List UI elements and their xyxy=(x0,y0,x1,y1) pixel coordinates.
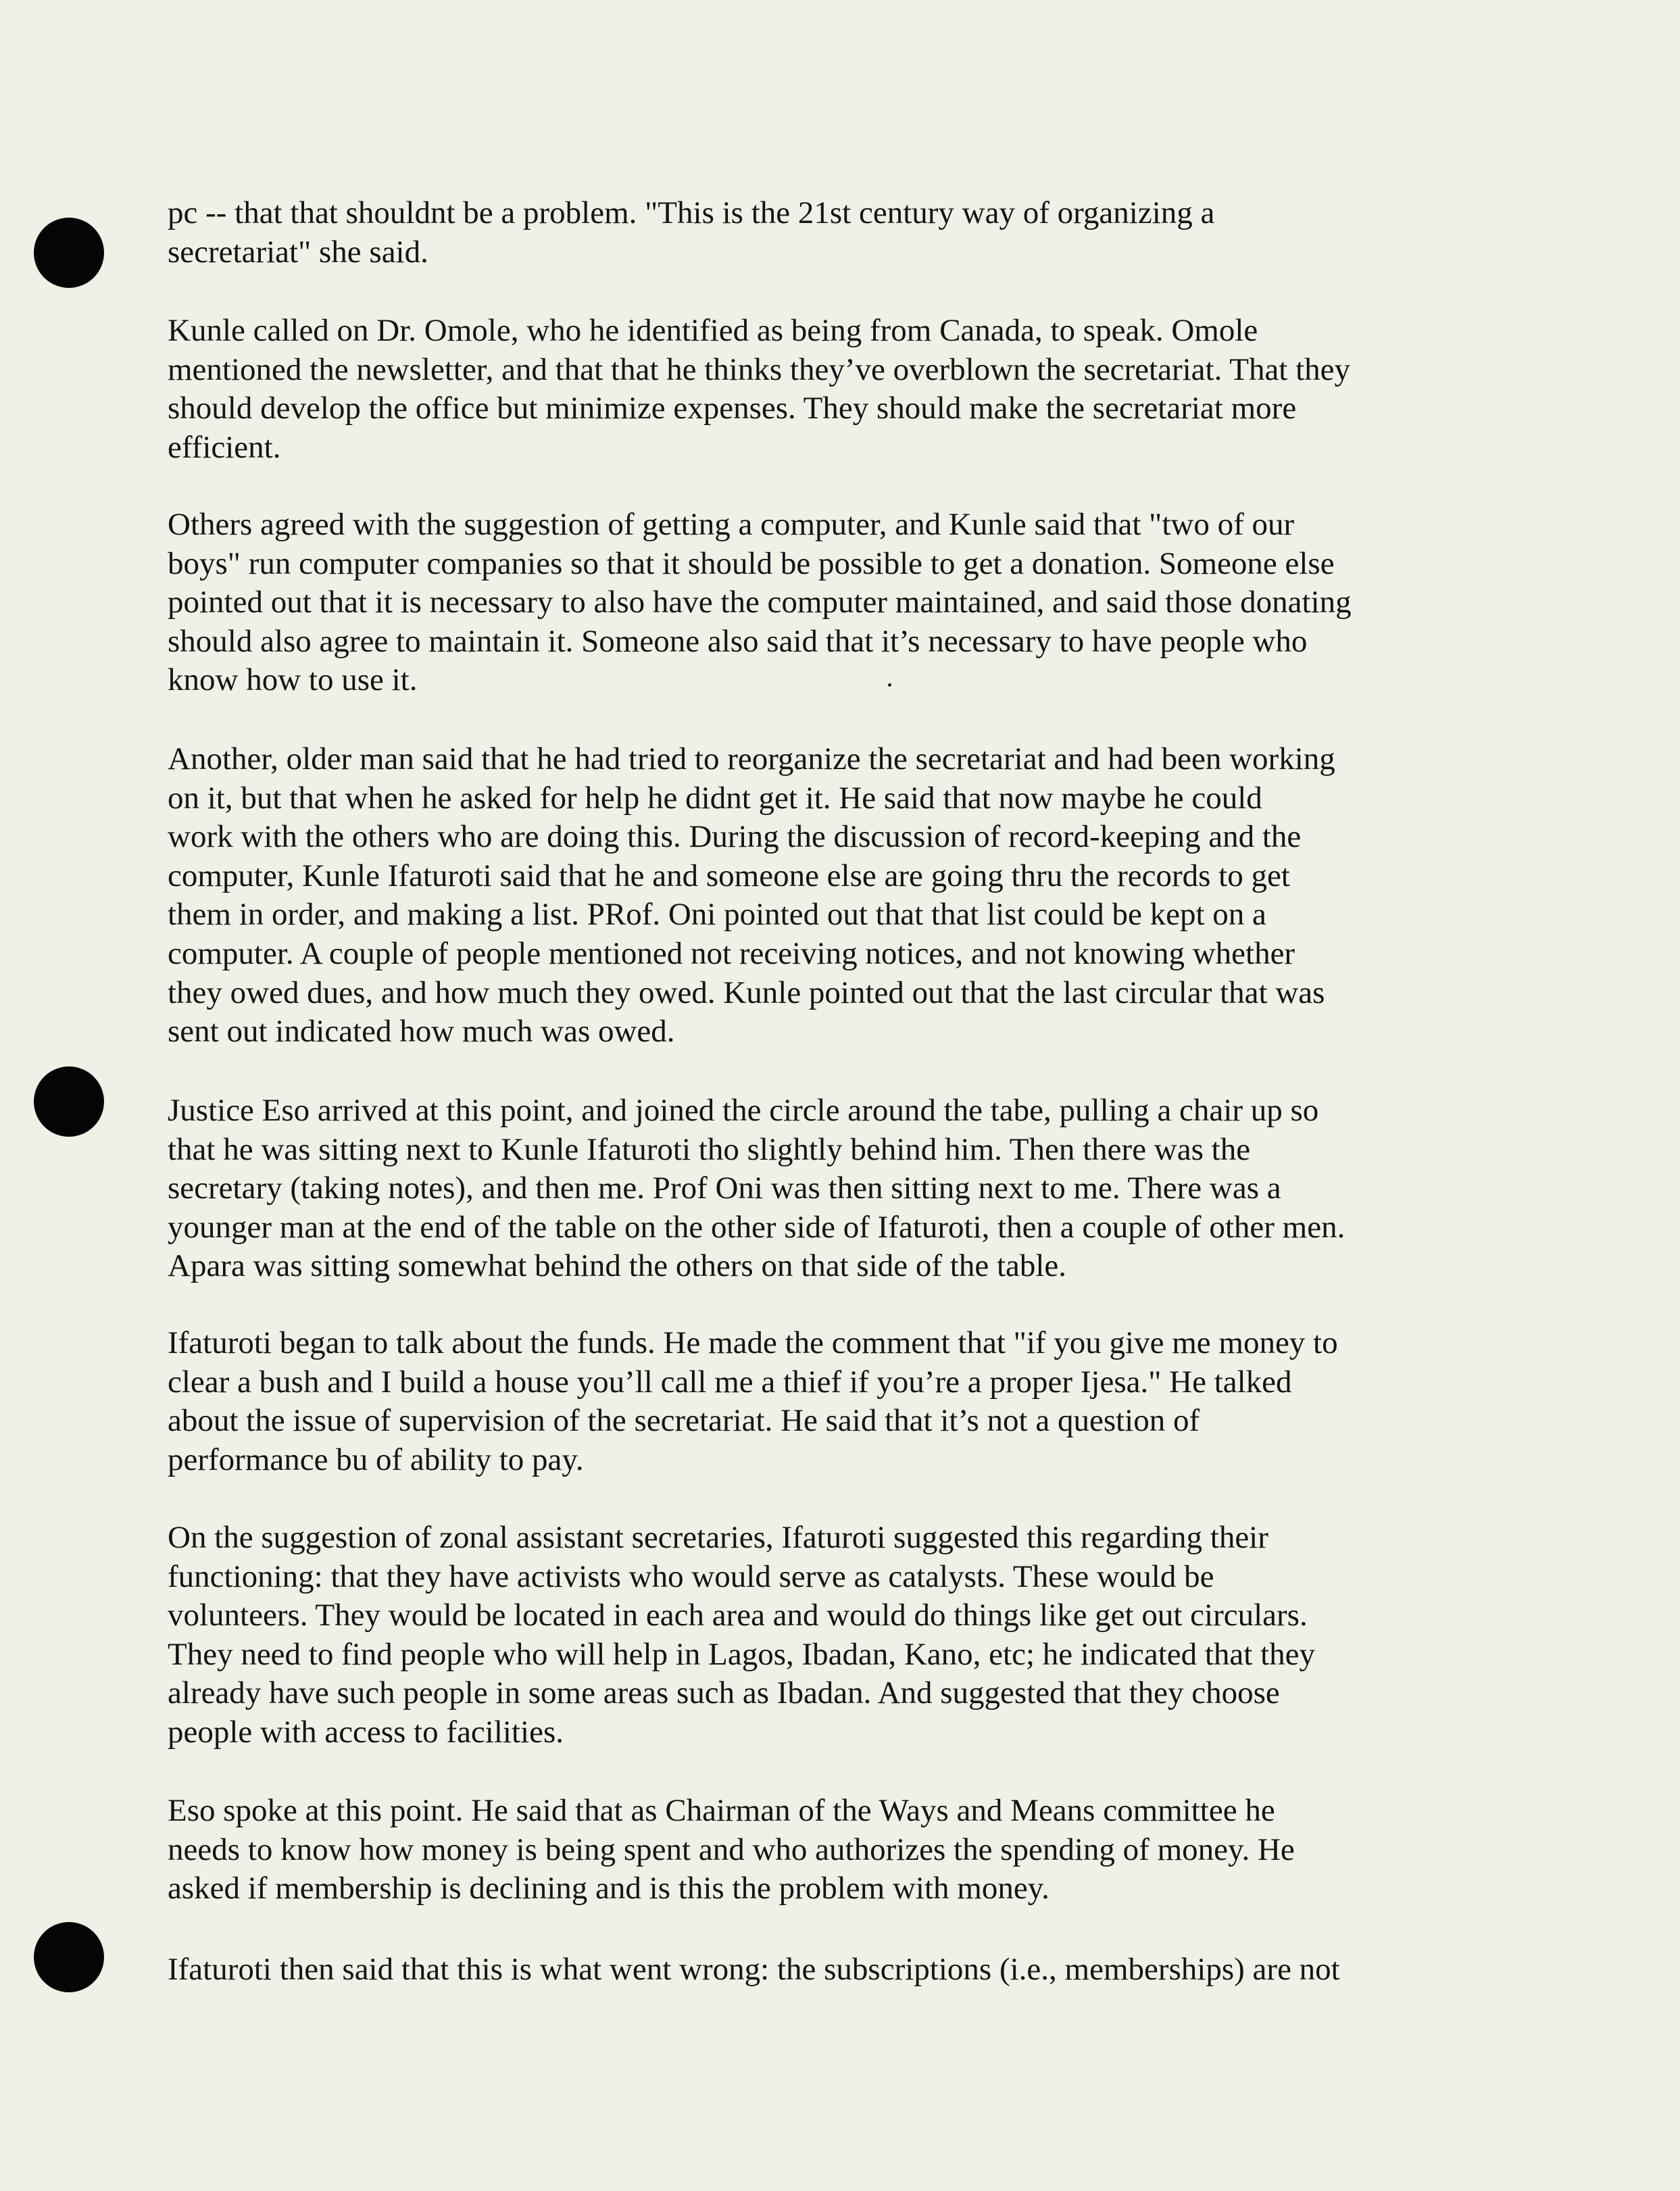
text-line: boys" run computer companies so that it should be possible to get a donation. Someone else xyxy=(168,545,1335,581)
text-line: functioning: that they have activists who would serve as catalysts. These would be xyxy=(168,1558,1214,1594)
paragraph-8 xyxy=(168,1792,1295,1909)
text-line: computer, Kunle Ifaturoti said that he and someone else are going thru the records to get xyxy=(168,858,1290,893)
paragraph-2 xyxy=(168,312,1350,467)
text-line: on it, but that when he asked for help he didnt get it. He said that now maybe he could xyxy=(168,780,1262,816)
text-line: efficient. xyxy=(168,429,281,465)
text-line: needs to know how money is being spent and who authorizes the spending of money. He xyxy=(168,1831,1295,1867)
text-line: Another, older man said that he had tried to reorganize the secretariat and had been working xyxy=(168,741,1335,777)
text-line: volunteers. They would be located in each area and would do things like get out circulars. xyxy=(168,1598,1308,1633)
text-line: Apara was sitting somewhat behind the others on that side of the table. xyxy=(168,1248,1067,1284)
text-line: should also agree to maintain it. Someone also said that it’s necessary to have people who xyxy=(168,623,1308,659)
text-line: people with access to facilities. xyxy=(168,1714,564,1750)
paragraph-9 xyxy=(168,1950,1340,1990)
text-line: already have such people in some areas such as Ibadan. And suggested that they choose xyxy=(168,1675,1280,1711)
text-line: younger man at the end of the table on the other side of Ifaturoti, then a couple of other men. xyxy=(168,1209,1345,1245)
text-line: computer. A couple of people mentioned not receiving notices, and not knowing whether xyxy=(168,935,1295,971)
text-line: pointed out that it is necessary to also have the computer maintained, and said those donating xyxy=(168,585,1352,620)
text-line: performance bu of ability to pay. xyxy=(168,1442,584,1477)
text-line: them in order, and making a list. PRof. Oni pointed out that that list could be kept on a xyxy=(168,897,1266,933)
text-line: Ifaturoti began to talk about the funds. He made the comment that "if you give me money to xyxy=(168,1325,1338,1360)
paragraph-1 xyxy=(168,194,1214,272)
paragraph-4 xyxy=(168,740,1335,1052)
text-line: work with the others who are doing this. During the discussion of record-keeping and the xyxy=(168,819,1302,855)
paragraph-5 xyxy=(168,1091,1345,1286)
paragraph-3 xyxy=(168,506,1352,700)
text-line: secretariat" she said. xyxy=(168,234,428,270)
text-line: Ifaturoti then said that this is what went wrong: the subscriptions (i.e., memberships) are not xyxy=(168,1952,1340,1987)
binder-hole-bottom xyxy=(34,1922,104,1992)
text-line: Kunle called on Dr. Omole, who he identified as being from Canada, to speak. Omole xyxy=(168,313,1258,348)
text-line: sent out indicated how much was owed. xyxy=(168,1014,675,1050)
paragraph-7 xyxy=(168,1519,1315,1752)
paragraph-6 xyxy=(168,1324,1338,1479)
text-line: secretary (taking notes), and then me. Prof Oni was then sitting next to me. There was a xyxy=(168,1171,1281,1206)
binder-hole-middle xyxy=(34,1066,104,1137)
text-line: clear a bush and I build a house you’ll call me a thief if you’re a proper Ijesa." He talked xyxy=(168,1364,1292,1400)
text-line: about the issue of supervision of the secretariat. He said that it’s not a question of xyxy=(168,1403,1200,1439)
binder-hole-top xyxy=(34,218,104,288)
text-line: Justice Eso arrived at this point, and joined the circle around the tabe, pulling a chair up so xyxy=(168,1093,1319,1128)
text-line: On the suggestion of zonal assistant secretaries, Ifaturoti suggested this regarding their xyxy=(168,1520,1268,1555)
text-line: mentioned the newsletter, and that that he thinks they’ve overblown the secretariat. That they xyxy=(168,351,1351,387)
text-line: asked if membership is declining and is this the problem with money. xyxy=(168,1871,1049,1906)
text-line: know how to use it. xyxy=(168,662,418,698)
text-line: should develop the office but minimize expenses. They should make the secretariat more xyxy=(168,391,1297,426)
text-line: they owed dues, and how much they owed. Kunle pointed out that the last circular that was xyxy=(168,975,1325,1010)
text-line: Eso spoke at this point. He said that as Chairman of the Ways and Means committee he xyxy=(168,1793,1275,1828)
text-line: that he was sitting next to Kunle Ifaturoti tho slightly behind him. Then there was the xyxy=(168,1131,1251,1167)
text-line: They need to find people who will help in Lagos, Ibadan, Kano, etc; he indicated that they xyxy=(168,1636,1316,1672)
text-line: pc -- that that shouldnt be a problem. "This is the 21st century way of organizing a xyxy=(168,195,1215,230)
text-line: Others agreed with the suggestion of getting a computer, and Kunle said that "two of our xyxy=(168,507,1295,542)
